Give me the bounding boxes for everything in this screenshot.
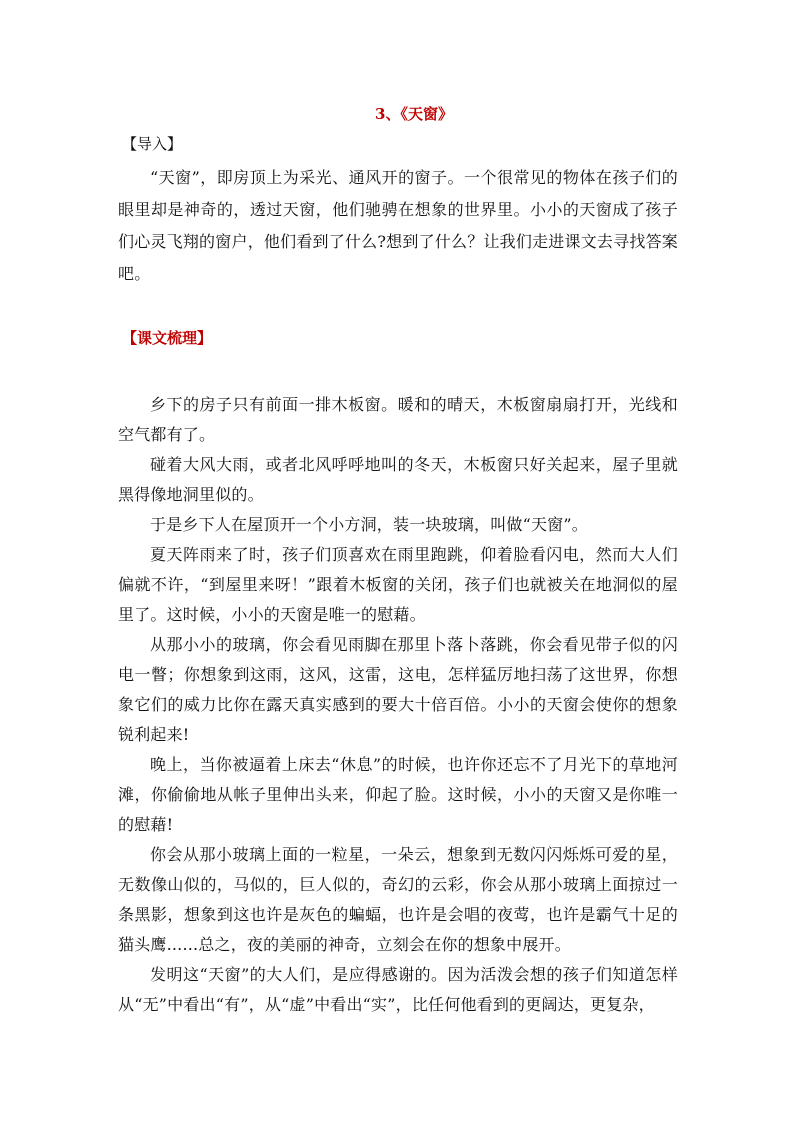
intro-heading: 【导入】 [122,135,183,153]
section-heading: 【课文梳理】 [122,329,213,347]
body-paragraph-3: 于是乡下人在屋顶开一个小方洞，装一块玻璃，叫做“天窗”。 [150,515,588,534]
body-paragraph-2: 碰着大风大雨，或者北风呼呼地叫的冬天，木板窗只好关起来，屋子里就黑得像地洞里似的。 [118,455,678,504]
page-title: 3、《天窗》 [375,105,453,123]
body-paragraph-7: 你会从那小玻璃上面的一粒星，一朵云，想象到无数闪闪烁烁可爱的星，无数像山似的，马似的，巨人似的，奇幻的云彩，你会从那小玻璃上面掠过一条黑影，想象到这也许是灰色的蝙蝠，也许是会唱的夜莺，也许是霸气十足的猫头鹰......总之，夜的美丽的神奇，立刻会在你的想象中展开。 [118,845,678,954]
text-body [118,390,678,1020]
body-paragraph-5: 从那小小的玻璃，你会看见雨脚在那里卜落卜落跳，你会看见带子似的闪电一瞥；你想象到这雨，这风，这雷，这电，怎样猛厉地扫荡了这世界，你想象它们的威力比你在露天真实感到的要大十倍百倍。小小的天窗会使你的想象锐利起来! [118,635,678,744]
document-page [118,100,678,1020]
body-paragraph-6: 晚上，当你被逼着上床去“休息”的时候，也许你还忘不了月光下的草地河滩，你偷偷地从帐子里伸出头来，仰起了脸。这时候，小小的天窗又是你唯一的慰藉! [118,755,678,834]
body-paragraph-1: 乡下的房子只有前面一排木板窗。暖和的晴天，木板窗扇扇打开，光线和空气都有了。 [118,395,678,444]
body-paragraph-8: 发明这“天窗”的大人们，是应得感谢的。因为活泼会想的孩子们知道怎样从“无”中看出“有”，从“虚”中看出“实”，比任何他看到的更阔达，更复杂， [118,965,678,1014]
body-paragraph-4: 夏天阵雨来了时，孩子们顶喜欢在雨里跑跳，仰着脸看闪电，然而大人们偏就不许，“到屋里来呀！”跟着木板窗的关闭，孩子们也就被关在地洞似的屋里了。这时候，小小的天窗是唯一的慰藉。 [118,545,678,624]
intro-paragraph: “天窗”，即房顶上为采光、通风开的窗子。一个很常见的物体在孩子们的眼里却是神奇的，透过天窗，他们驰骋在想象的世界里。小小的天窗成了孩子们心灵飞翔的窗户，他们看到了什么?想到了什么？让我们走进课文去寻找答案吧。 [118,168,678,283]
